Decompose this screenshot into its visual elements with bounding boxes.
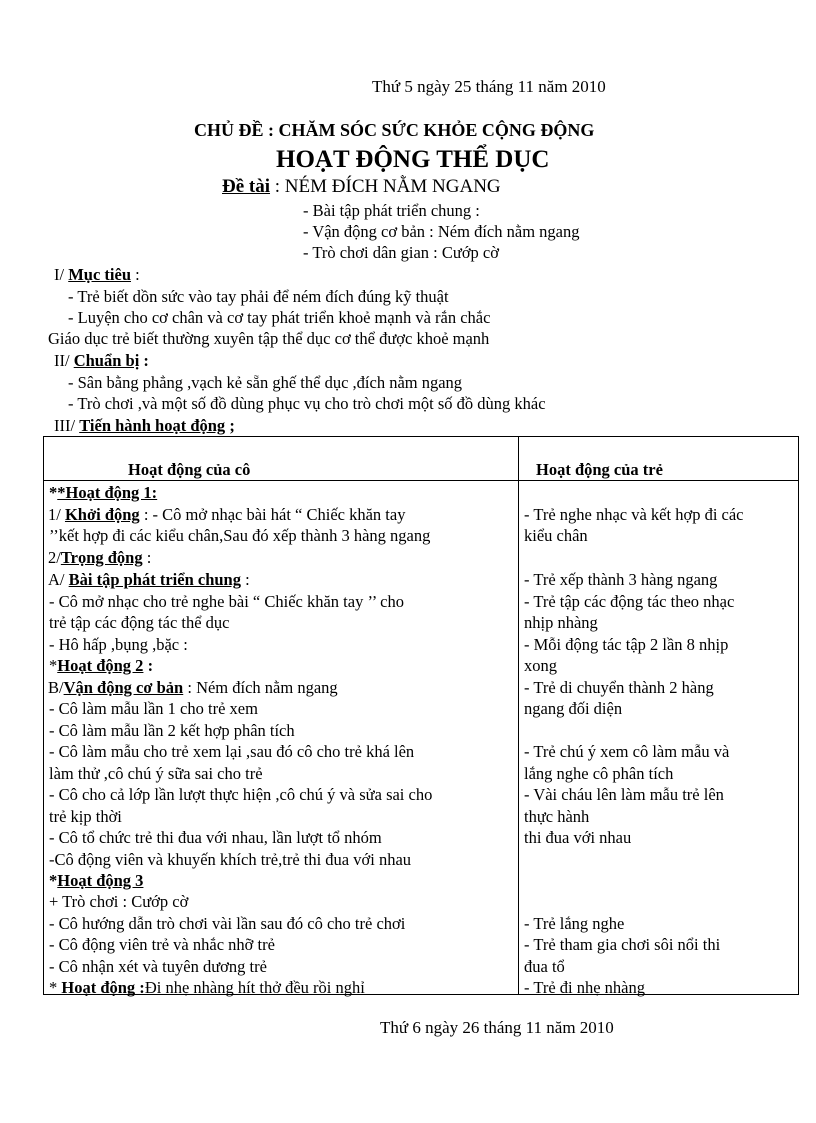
closing-text: Đi nhẹ nhàng hít thở đều rồi nghỉ	[144, 978, 365, 997]
basic-movement-suffix: : Ném đích nằm ngang	[183, 678, 338, 697]
main-heading-label: Trọng động	[60, 548, 143, 567]
objective-line: Giáo dục trẻ biết thường xuyên tập thể dục cơ thể được khoẻ mạnh	[48, 329, 490, 348]
closing-line	[49, 978, 365, 998]
section-suffix: ;	[225, 416, 235, 435]
activity-1-label: *Hoạt động 1:	[57, 483, 158, 502]
basic-movement-line: -Cô động viên và khuyến khích trẻ,trẻ thi đua với nhau	[49, 850, 412, 869]
header-children-label: Hoạt động của trẻ	[536, 460, 663, 479]
section-heading: Chuẩn bị	[73, 351, 140, 370]
exercise-line: - Cô mở nhạc cho trẻ nghe bài “ Chiếc khăn tay ’’ cho	[49, 592, 404, 611]
game-line: - Cô hướng dẫn trò chơi vài lần sau đó cô cho trẻ chơi	[49, 914, 406, 933]
main-heading	[48, 548, 151, 568]
child-activity-line: đua tổ	[524, 957, 565, 976]
basic-movement-heading	[48, 678, 338, 698]
children-activities-cell	[519, 481, 799, 995]
activity-2-suffix: :	[143, 656, 154, 675]
subject-label: Đề tài	[222, 176, 271, 197]
child-activity-line: - Vài cháu lên làm mẫu trẻ lên	[524, 785, 724, 804]
date-header: Thứ 5 ngày 25 tháng 11 năm 2010	[372, 77, 606, 96]
section-heading: Mục tiêu	[68, 265, 131, 284]
child-activity-line: - Trẻ tập các động tác theo nhạc	[524, 592, 735, 611]
child-activity-line: kiểu chân	[524, 526, 588, 545]
section-objectives-heading	[54, 265, 140, 285]
activity-3-heading	[49, 871, 143, 891]
basic-movement-label: Vận động cơ bản	[63, 678, 184, 697]
table-row	[44, 481, 799, 995]
child-activity-line: ngang đối diện	[524, 699, 623, 718]
child-activity-line: - Trẻ chú ý xem cô làm mẫu và	[524, 742, 730, 761]
teacher-activities-cell	[44, 481, 519, 995]
child-activity-line: thi đua với nhau	[524, 828, 632, 847]
section-prefix: II/	[54, 351, 74, 370]
objective-line: - Trẻ biết dồn sức vào tay phải để ném đích đúng kỹ thuật	[68, 287, 449, 306]
activity-table	[43, 436, 799, 995]
warmup-line-2: ’’kết hợp đi các kiểu chân,Sau đó xếp thành 3 hàng ngang	[49, 526, 431, 545]
child-activity-line: thực hành	[524, 807, 590, 826]
basic-movement-line: - Cô cho cả lớp lần lượt thực hiện ,cô chú ý và sửa sai cho	[49, 785, 433, 804]
game-line: - Cô nhận xét và tuyên dương trẻ	[49, 957, 267, 976]
main-suffix: :	[142, 548, 152, 567]
activity-1-heading: **Hoạt động 1:	[49, 483, 158, 502]
section-preparation-heading	[54, 351, 149, 371]
activity-2-prefix: *	[49, 656, 58, 675]
warmup-heading: Khởi động	[64, 505, 140, 524]
objective-line: - Luyện cho cơ chân và cơ tay phát triển khoẻ mạnh và rắn chắc	[68, 308, 491, 327]
exercise-line: - Hô hấp ,bụng ,bặc :	[49, 635, 188, 654]
child-activity-line: - Mỗi động tác tập 2 lần 8 nhịp	[524, 635, 729, 654]
header-cell-children	[519, 437, 799, 481]
warmup-line	[48, 505, 405, 525]
header-teacher-label: Hoạt động của cô	[128, 460, 251, 479]
subject-item: - Vận động cơ bản : Ném đích nằm ngang	[303, 222, 580, 241]
section-prefix: III/	[54, 416, 80, 435]
child-activity-line: - Trẻ di chuyển thành 2 hàng	[524, 678, 714, 697]
child-activity-line: nhịp nhàng	[524, 613, 598, 632]
basic-movement-line: - Cô làm mẫu lần 2 kết hợp phân tích	[49, 721, 295, 740]
section-heading: Tiến hành hoạt động	[79, 416, 226, 435]
child-activity-line: - Trẻ nghe nhạc và kết hợp đi các	[524, 505, 744, 524]
closing-prefix: *	[49, 978, 62, 997]
date-footer: Thứ 6 ngày 26 tháng 11 năm 2010	[380, 1018, 614, 1037]
section-suffix: :	[139, 351, 149, 370]
header-cell-teacher	[44, 437, 519, 481]
child-activity-line: - Trẻ lắng nghe	[524, 914, 625, 933]
activity-2-label: Hoạt động 2	[57, 656, 144, 675]
section-suffix: :	[131, 265, 140, 284]
activity-3-label: Hoạt động 3	[57, 871, 144, 890]
activity-3-prefix: *	[49, 871, 58, 890]
exercise-heading-label: Bài tập phát triển chung	[68, 570, 241, 589]
basic-movement-line: - Cô tổ chức trẻ thi đua với nhau, lần lượt tổ nhóm	[49, 828, 382, 847]
main-prefix: 2/	[48, 548, 61, 567]
exercise-heading	[48, 570, 250, 590]
subject-item: - Bài tập phát triển chung :	[303, 201, 480, 220]
child-activity-line: - Trẻ đi nhẹ nhàng	[524, 978, 645, 997]
preparation-line: - Sân bằng phẳng ,vạch kẻ sẵn ghế thể dục ,đích nằm ngang	[68, 373, 463, 392]
subject-value: : NÉM ĐÍCH NẰM NGANG	[270, 176, 501, 197]
section-procedure-heading	[54, 416, 235, 436]
activity-2-heading	[49, 656, 153, 676]
preparation-line: - Trò chơi ,và một số đồ dùng phục vụ cho trò chơi một số đồ dùng khác	[68, 394, 546, 413]
basic-movement-line: trẻ kịp thời	[49, 807, 122, 826]
exercise-prefix: A/	[48, 570, 69, 589]
section-prefix: I/	[54, 265, 69, 284]
closing-heading: Hoạt động :	[61, 978, 145, 997]
basic-movement-line: - Cô làm mẫu lần 1 cho trẻ xem	[49, 699, 258, 718]
child-activity-line: lắng nghe cô phân tích	[524, 764, 674, 783]
page-title: HOẠT ĐỘNG THỂ DỤC	[276, 146, 550, 173]
table-header-row	[44, 437, 799, 481]
subject-line	[222, 176, 501, 198]
child-activity-line: - Trẻ xếp thành 3 hàng ngang	[524, 570, 718, 589]
topic-heading: CHỦ ĐỀ : CHĂM SÓC SỨC KHỎE CỘNG ĐỘNG	[194, 120, 595, 140]
basic-movement-line: - Cô làm mẫu cho trẻ xem lại ,sau đó cô cho trẻ khá lên	[49, 742, 415, 761]
exercise-suffix: :	[241, 570, 250, 589]
exercise-line: trẻ tập các động tác thể dục	[49, 613, 230, 632]
child-activity-line: - Trẻ tham gia chơi sôi nổi thi	[524, 935, 721, 954]
warmup-prefix: 1/	[48, 505, 65, 524]
basic-movement-line: làm thử ,cô chú ý sữa sai cho trẻ	[49, 764, 263, 783]
game-line: - Cô động viên trẻ và nhắc nhỡ trẻ	[49, 935, 275, 954]
subject-item: - Trò chơi dân gian : Cướp cờ	[303, 243, 499, 262]
warmup-text: : - Cô mở nhạc bài hát “ Chiếc khăn tay	[139, 505, 406, 524]
basic-movement-prefix: B/	[48, 678, 64, 697]
child-activity-line: xong	[524, 656, 557, 675]
game-line: + Trò chơi : Cướp cờ	[49, 892, 189, 911]
